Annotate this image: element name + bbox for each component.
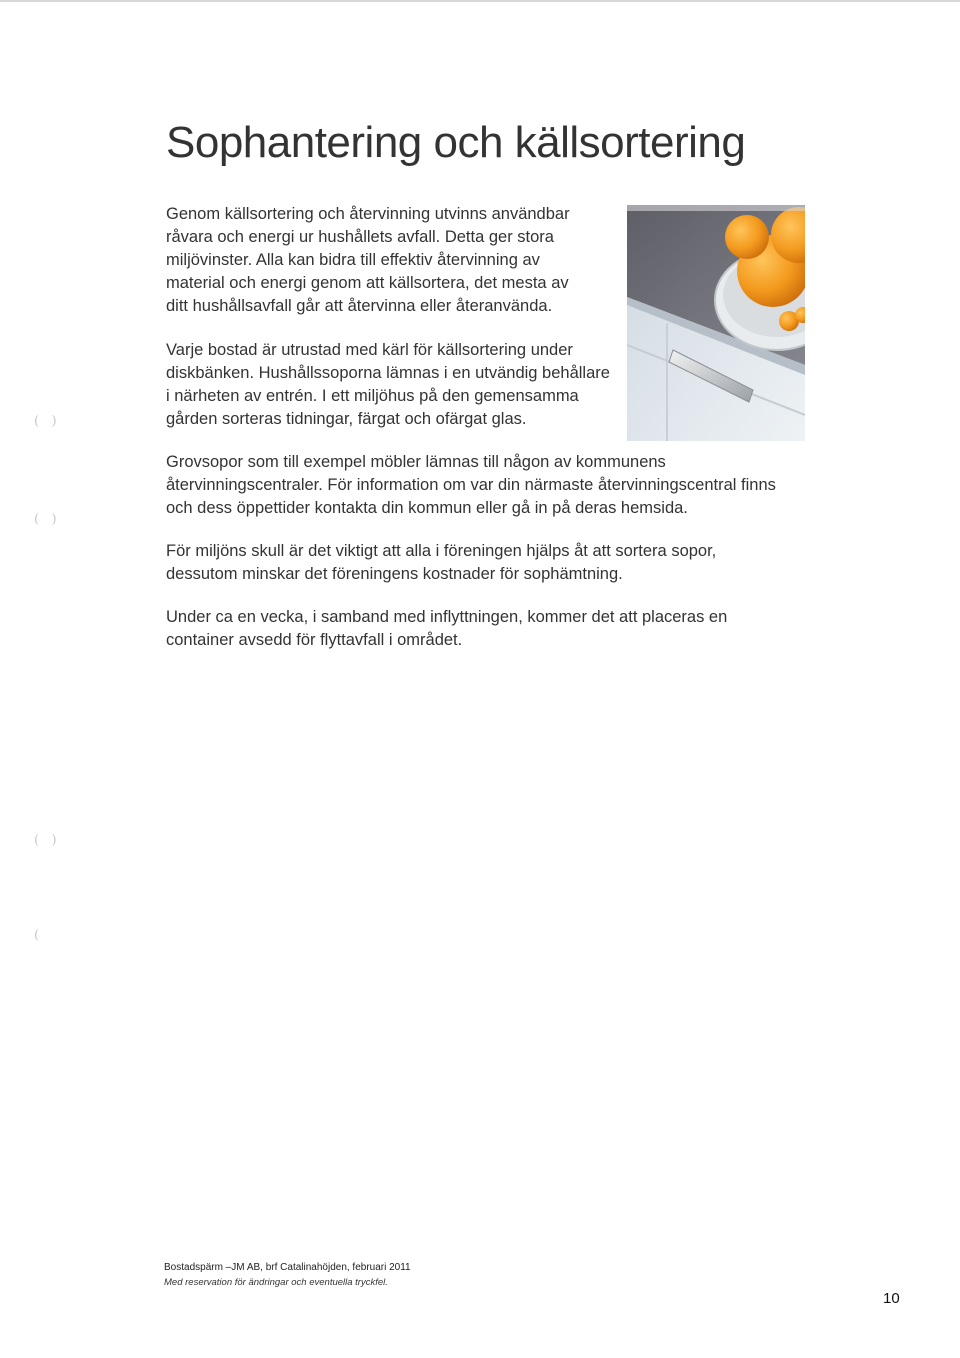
paragraph-moving-container: Under ca en vecka, i samband med inflyttningen, kommer det att placeras en container avsedd för flyttavfall i området. — [166, 608, 728, 649]
paragraph-environment: För miljöns skull är det viktigt att alla i föreningen hjälps åt att sortera sopor, dessutom minskar det föreningens kostnader för sophämtning. — [166, 542, 717, 583]
scan-artifact: ( ) — [34, 512, 57, 527]
paragraph-bulky-waste: Grovsopor som till exempel möbler lämnas till någon av kommunens återvinningscentraler. För information om var din närmaste återvinningscentral finns och dess öppettider kontakta din kommun eller gå in på deras hemsida. — [166, 453, 776, 517]
footer-disclaimer: Med reservation för ändringar och eventuella tryckfel. — [164, 1277, 388, 1288]
kitchen-oranges-photo — [627, 205, 805, 441]
scan-artifact: ( ) — [34, 414, 57, 429]
page-number: 10 — [883, 1290, 900, 1307]
scan-artifact: ( ) — [34, 833, 57, 848]
footer-document-info: Bostadspärm –JM AB, brf Catalinahöjden, februari 2011 — [164, 1262, 411, 1273]
scan-artifact: ( — [34, 928, 40, 943]
paragraph-equipment: Varje bostad är utrustad med kärl för källsortering under diskbänken. Hushållssoporna lämnas i en utvändig behållare i närheten av entrén. I ett miljöhus på den gemensamma gården sorteras tidningar, färgat och ofärgat glas. — [166, 341, 610, 428]
page-title: Sophantering och källsortering — [166, 118, 746, 167]
paragraph-intro: Genom källsortering och återvinning utvinns användbar råvara och energi ur hushållets avfall. Detta ger stora miljövinster. Alla kan bidra till effektiv återvinning av material och energi genom att källsortera, det mesta av ditt hushållsavfall går att återvinna eller återanvända. — [166, 205, 570, 315]
page-top-edge — [0, 0, 960, 2]
